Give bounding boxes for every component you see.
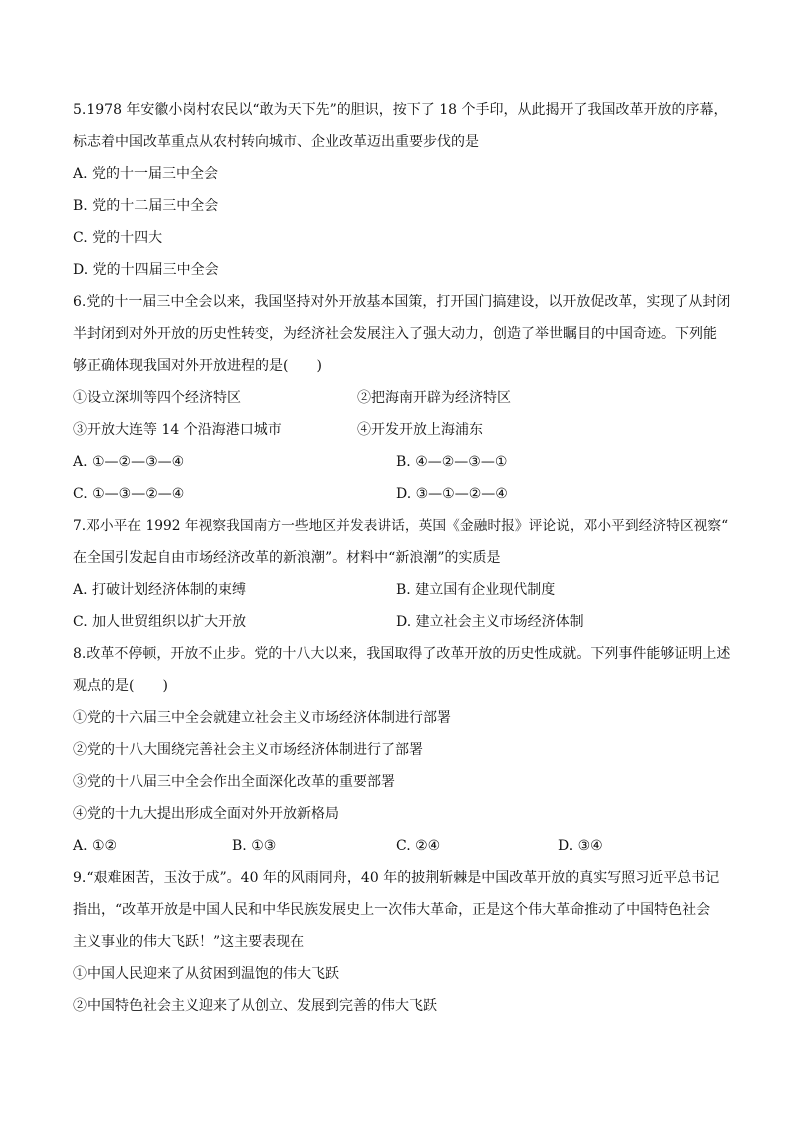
q8-item-3: ③党的十八届三中全会作出全面深化改革的重要部署	[73, 774, 395, 790]
q5-stem-line2: 标志着中国改革重点从农村转向城市、企业改革迈出重要步伐的是	[73, 134, 479, 150]
q7-option-c: C. 加人世贸组织以扩大开放	[73, 614, 247, 630]
q8-item-4: ④党的十九大提出形成全面对外开放新格局	[73, 806, 339, 822]
q6-item-4: ④开发开放上海浦东	[357, 422, 483, 438]
q6-item-1: ①设立深圳等四个经济特区	[73, 390, 241, 406]
q6-item-3: ③开放大连等 14 个沿海港口城市	[73, 422, 282, 438]
q5-option-c: C. 党的十四大	[73, 230, 163, 246]
q5-option-a: A. 党的十一届三中全会	[73, 166, 219, 182]
q8-stem-line2: 观点的是( )	[73, 678, 168, 694]
q7-stem-line1: 7.邓小平在 1992 年视察我国南方一些地区并发表讲话，英国《金融时报》评论说，邓小平到经济特区视察“	[73, 518, 729, 534]
q6-item-2: ②把海南开辟为经济特区	[357, 390, 511, 406]
q7-option-a: A. 打破计划经济体制的束缚	[73, 582, 247, 598]
q7-option-b: B. 建立国有企业现代制度	[396, 582, 556, 598]
q6-option-c: C. ①—③—②—④	[73, 486, 185, 502]
q6-option-d: D. ③—①—②—④	[396, 486, 508, 502]
q6-option-a: A. ①—②—③—④	[73, 454, 185, 470]
q6-option-b: B. ④—②—③—①	[396, 454, 508, 470]
q8-stem-line1: 8.改革不停顿，开放不止步。党的十八大以来，我国取得了改革开放的历史性成就。下列事件能够证明上述	[73, 646, 731, 662]
q8-item-2: ②党的十八大围绕完善社会主义市场经济体制进行了部署	[73, 742, 423, 758]
q5-option-b: B. 党的十二届三中全会	[73, 198, 219, 214]
q8-option-c: C. ②④	[396, 838, 441, 854]
q6-stem-line3: 够正确体现我国对外开放进程的是( )	[73, 358, 322, 374]
q8-option-d: D. ③④	[558, 838, 603, 854]
q5-stem-line1: 5.1978 年安徽小岗村农民以“敢为天下先”的胆识，按下了 18 个手印，从此揭开了我国改革开放的序幕，	[73, 102, 728, 118]
q9-item-1: ①中国人民迎来了从贫困到温饱的伟大飞跃	[73, 966, 339, 982]
q6-stem-line2: 半封闭到对外开放的历史性转变，为经济社会发展注入了强大动力，创造了举世瞩目的中国奇迹。下列能	[73, 326, 717, 342]
q8-option-a: A. ①②	[73, 838, 118, 854]
q6-stem-line1: 6.党的十一届三中全会以来，我国坚持对外开放基本国策，打开国门搞建设，以开放促改革，实现了从封闭	[73, 294, 731, 310]
q5-option-d: D. 党的十四届三中全会	[73, 262, 219, 278]
q9-stem-line1: 9.“艰难困苦，玉汝于成”。40 年的风雨同舟，40 年的披荆斩棘是中国改革开放的真实写照习近平总书记	[73, 870, 720, 886]
q9-stem-line2: 指出，“改革开放是中国人民和中华民族发展史上一次伟大革命，正是这个伟大革命推动了中国特色社会	[73, 902, 711, 918]
q8-option-b: B. ①③	[232, 838, 277, 854]
q9-item-2: ②中国特色社会主义迎来了从创立、发展到完善的伟大飞跃	[73, 998, 437, 1014]
q7-option-d: D. 建立社会主义市场经济体制	[396, 614, 584, 630]
q7-stem-line2: 在全国引发起自由市场经济改革的新浪潮”。材料中“新浪潮”的实质是	[73, 550, 501, 566]
q8-item-1: ①党的十六届三中全会就建立社会主义市场经济体制进行部署	[73, 710, 451, 726]
q9-stem-line3: 主义事业的伟大飞跃！”这主要表现在	[73, 934, 305, 950]
